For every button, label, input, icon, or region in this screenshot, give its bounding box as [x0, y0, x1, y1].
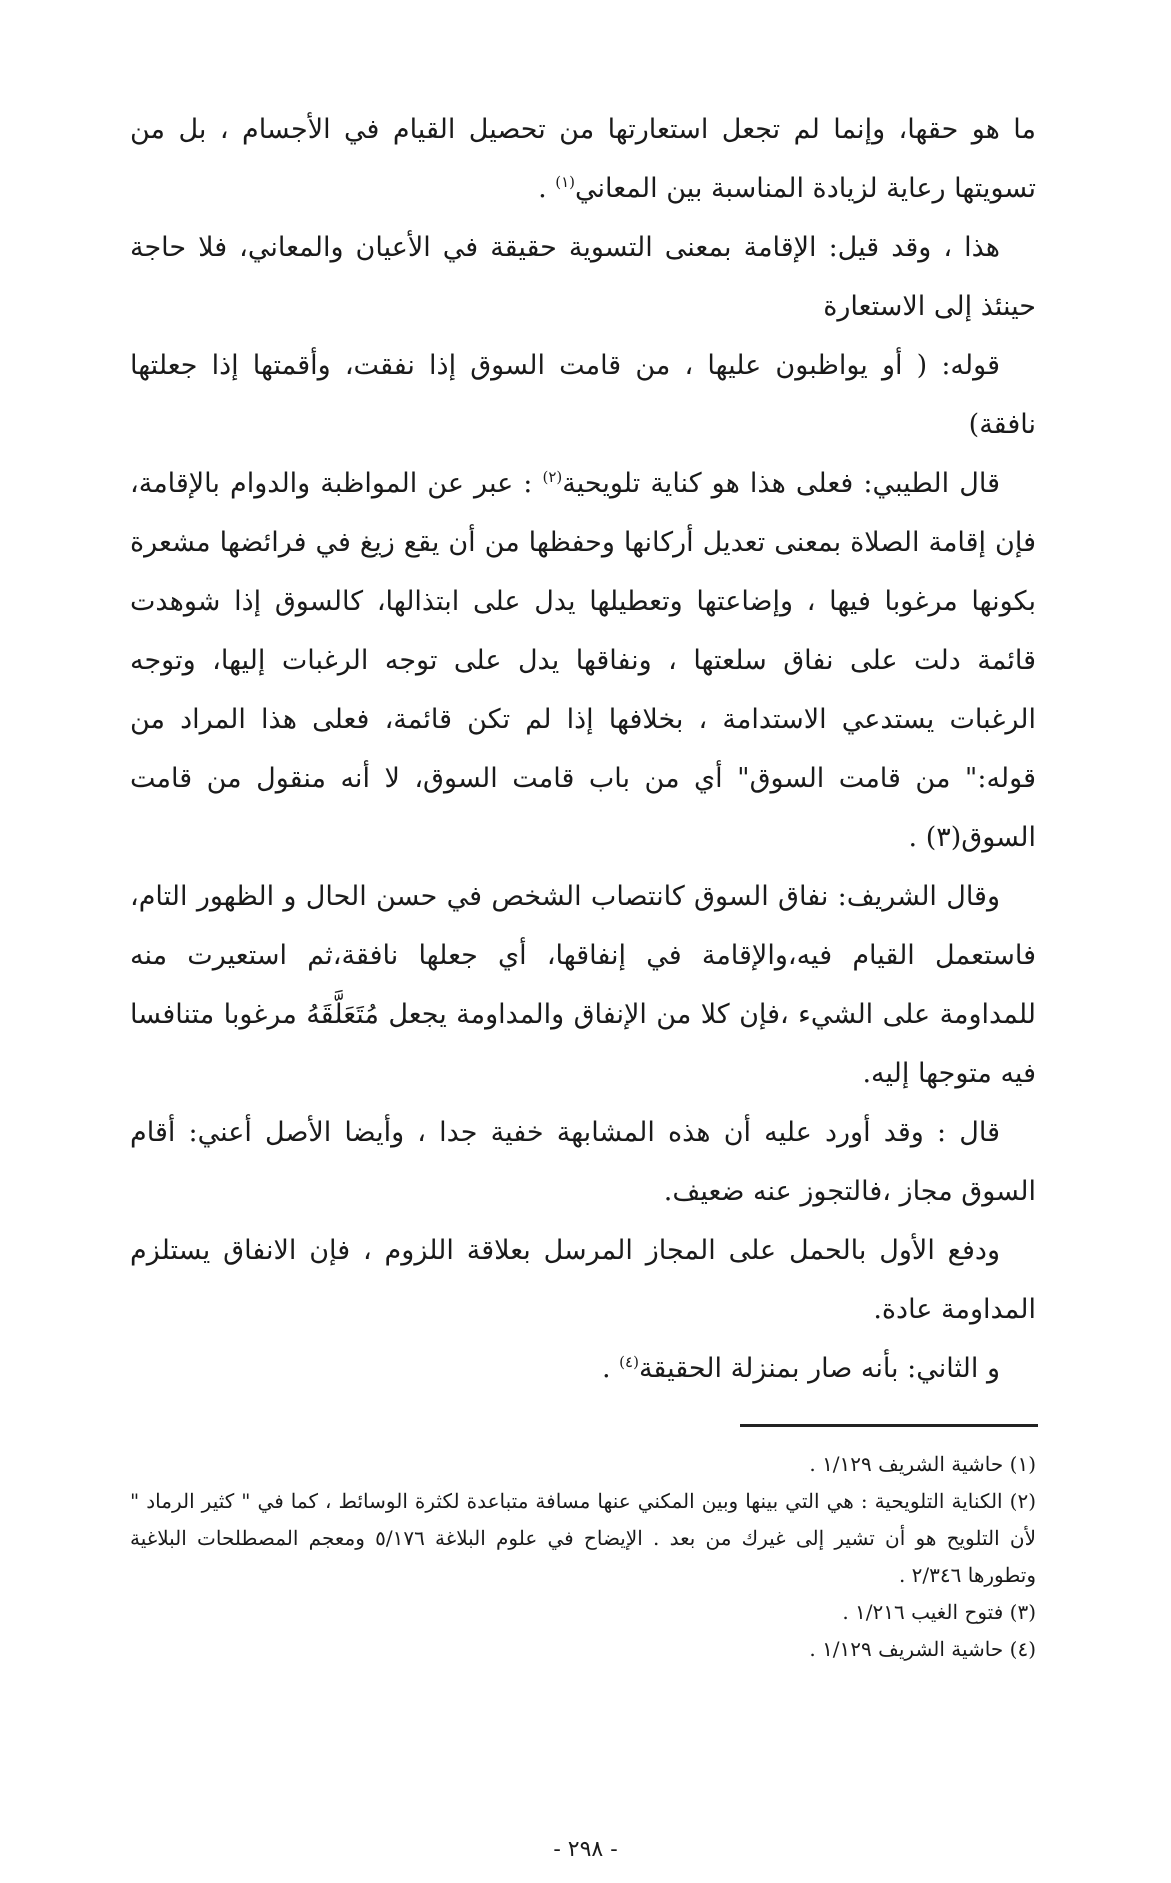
main-text: [130, 100, 1036, 1398]
paragraph-2: هذا ، وقد قيل: الإقامة بمعنى التسوية حقيقة في الأعيان والمعاني، فلا حاجة حينئذ إلى الاستعارة: [130, 232, 1036, 322]
footnotes-section: [130, 1446, 1036, 1668]
paragraph-4: قال الطيبي: فعلى هذا هو كناية تلويحية$^{(٢)}$ : عبر عن المواظبة والدوام بالإقامة، فإن إقامة الصلاة بمعنى تعديل أركانها وحفظها من أن يقع زيغ في فرائضها مشعرة بكونها مرغوبا فيها ، وإضاعتها وتعطيلها يدل على ابتذالها، كالسوق إذا شوهدت قائمة دلت على نفاق سلعتها ، ونفاقها يدل على توجه الرغبات إليها، وتوجه الرغبات يستدعي الاستدامة ، بخلافها إذا لم تكن قائمة، فعلى هذا المراد من قوله:" من قامت السوق" أي من باب قامت السوق، لا أنه منقول من قامت السوق(٣) .: [130, 468, 1036, 853]
paragraph-1: ما هو حقها، وإنما لم تجعل استعارتها من تحصيل القيام في الأجسام ، بل من تسويتها رعاية لزيادة المناسبة بين المعاني$^{(١)}$ .: [130, 114, 1036, 204]
paragraph-5: وقال الشريف: نفاق السوق كانتصاب الشخص في حسن الحال و الظهور التام، فاستعمل القيام فيه،والإقامة في إنفاقها، أي جعلها نافقة،ثم استعيرت منه للمداومة على الشيء ،فإن كلا من الإنفاق والمداومة يجعل مُتَعَلَّقَهُ مرغوبا متنافسا فيه متوجها إليه.: [130, 881, 1036, 1089]
footnote-divider: [740, 1424, 1038, 1427]
footnote-ref-2[interactable]: (٢): [542, 468, 563, 486]
paragraph-8: و الثاني: بأنه صار بمنزلة الحقيقة$^{(٤)}$ .: [601, 1353, 1000, 1384]
footnote-1: (١) حاشية الشريف ١/١٢٩ .: [809, 1452, 1036, 1476]
paragraph-6: قال : وقد أورد عليه أن هذه المشابهة خفية جدا ، وأيضا الأصل أعني: أقام السوق مجاز ،فالتجوز عنه ضعيف.: [130, 1117, 1036, 1207]
footnote-4: (٤) حاشية الشريف ١/١٢٩ .: [809, 1637, 1036, 1661]
footnote-ref-1[interactable]: (١): [555, 173, 576, 191]
footnote-3: (٣) فتوح الغيب ١/٢١٦ .: [842, 1600, 1036, 1624]
footnote-2: (٢) الكناية التلويحية : هي التي بينها وبين المكني عنها مسافة متباعدة لكثرة الوسائط ، كما في " كثير الرماد " لأن التلويح هو أن تشير إلى غيرك من بعد . الإيضاح في علوم البلاغة ٥/١٧٦ ومعجم المصطلحات البلاغية وتطورها ٢/٣٤٦ .: [130, 1489, 1036, 1587]
footnote-ref-4[interactable]: (٤): [619, 1353, 639, 1371]
page-number: - ٢٩٨ -: [553, 1837, 618, 1862]
paragraph-3: قوله: ( أو يواظبون عليها ، من قامت السوق إذا نفقت، وأقمتها إذا جعلتها نافقة): [130, 350, 1036, 440]
paragraph-7: ودفع الأول بالحمل على المجاز المرسل بعلاقة اللزوم ، فإن الانفاق يستلزم المداومة عادة.: [130, 1235, 1036, 1325]
